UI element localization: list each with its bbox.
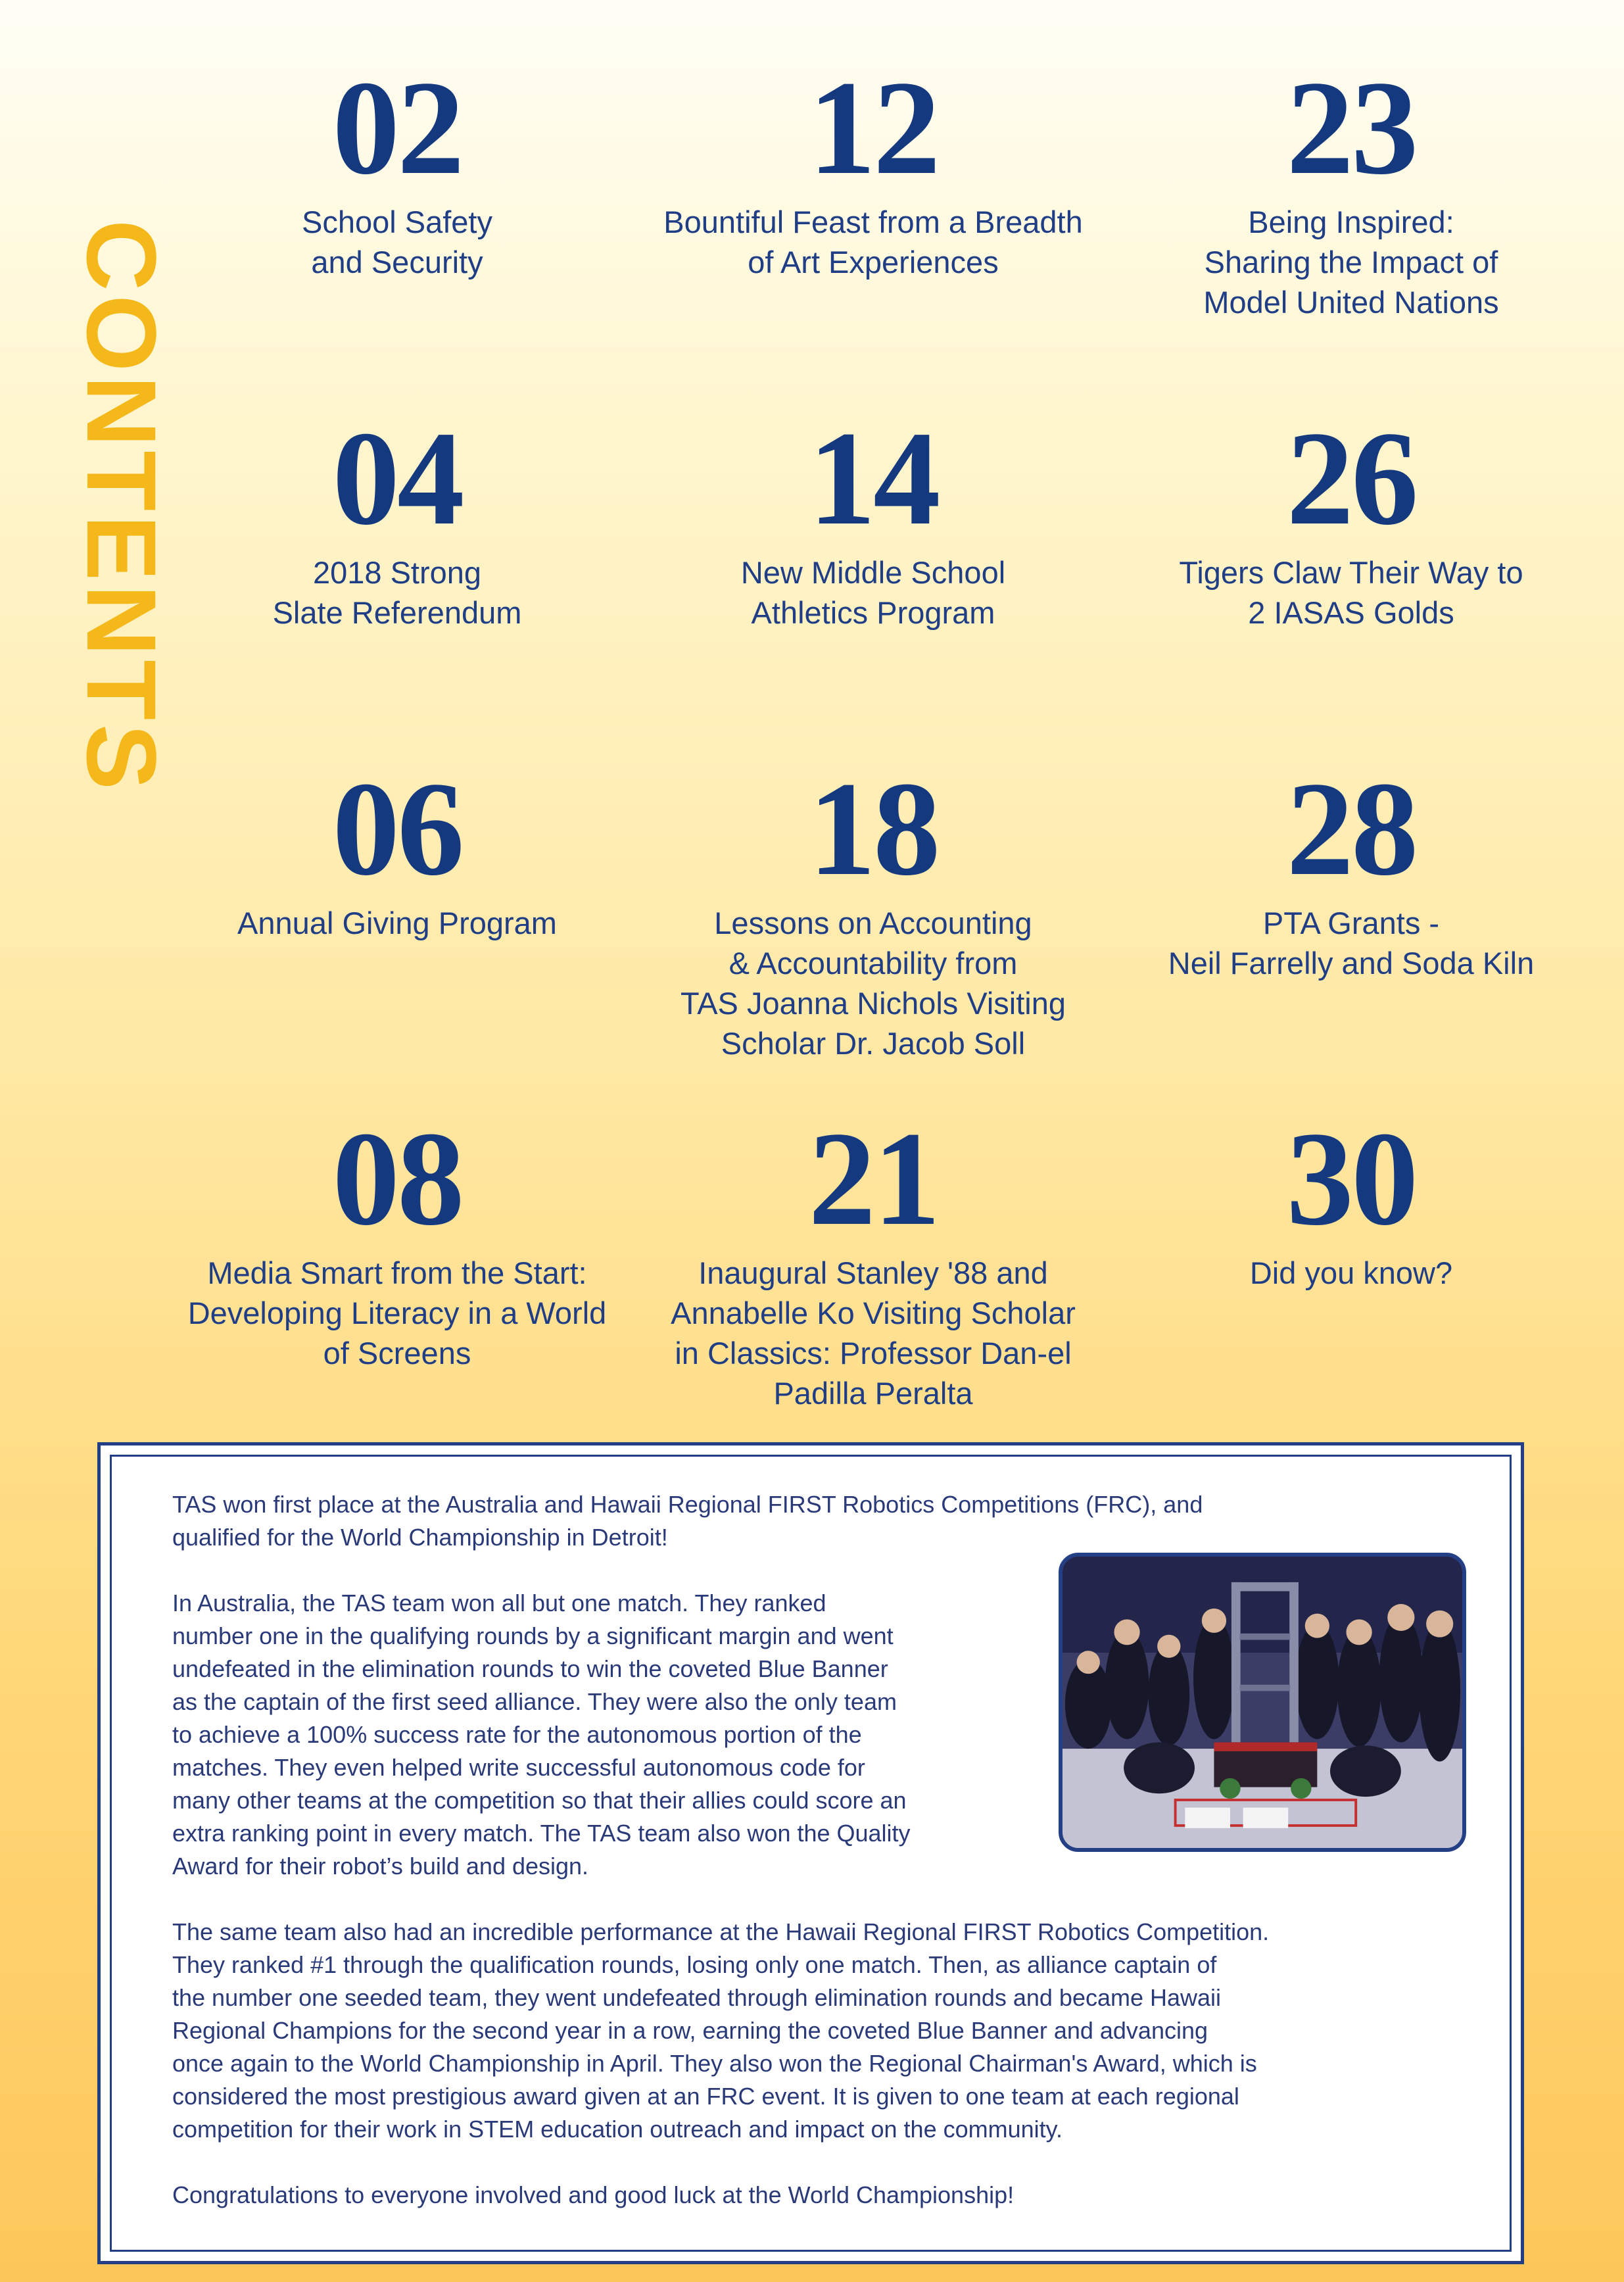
toc-entry[interactable] [623,1104,1123,1413]
feature-paragraph: Congratulations to everyone involved and good luck at the World Championship! [172,2181,1015,2208]
toc-title: Bountiful Feast from a Breadth of Art Experiences [663,205,1083,279]
toc-entry[interactable] [147,53,647,282]
toc-page-number: 18 [808,754,938,904]
toc-title: School Safety and Security [301,205,492,279]
robotics-team-photo [1059,1553,1466,1852]
toc-title: Did you know? [1249,1255,1453,1290]
toc-title: 2018 Strong Slate Referendum [272,555,522,630]
toc-entry[interactable] [147,1104,647,1373]
toc-title: New Middle School Athletics Program [740,555,1006,630]
toc-page-number: 14 [808,404,938,553]
toc-page-number: 26 [1286,404,1416,553]
toc-page-number: 02 [332,53,462,203]
toc-entry[interactable] [1101,53,1601,322]
toc-entry[interactable] [147,404,647,633]
toc-entry[interactable] [147,754,647,943]
toc-page-number: 04 [332,404,462,553]
toc-title: Inaugural Stanley '88 and Annabelle Ko Visiting Scholar in Classics: Professor Dan-el Padilla Peralta [671,1255,1076,1411]
toc-entry[interactable] [1101,754,1601,983]
toc-page-number: 23 [1286,53,1416,203]
toc-page-number: 21 [808,1104,938,1253]
toc-page-number: 30 [1286,1104,1416,1253]
robotics-team-photo-illustration [1063,1557,1462,1848]
toc-page-number: 06 [332,754,462,904]
feature-box [97,1442,1524,2264]
toc-entry[interactable] [623,404,1123,633]
toc-entry[interactable] [623,754,1123,1063]
toc-page-number: 08 [332,1104,462,1253]
contents-heading: CONTENTS [66,219,177,794]
feature-paragraph: In Australia, the TAS team won all but one match. They ranked number one in the qualifying rounds by a significant margin and went undefeated in the elimination rounds to win the coveted Blue Banner as the captain of the first seed alliance. They were also the only team to achieve a 100% success rate for the autonomous portion of the matches. They even helped write successful autonomous code for many other teams at the competition so that their allies could score an extra ranking point in every match. The TAS team also won the Quality Award for their robot’s build and design. [172,1590,911,1880]
toc-title: Annual Giving Program [237,906,557,940]
toc-title: PTA Grants - Neil Farrelly and Soda Kiln [1168,906,1535,981]
toc-entry[interactable] [1101,404,1601,633]
toc-title: Media Smart from the Start: Developing Literacy in a World of Screens [187,1255,607,1371]
toc-title: Lessons on Accounting & Accountability from TAS Joanna Nichols Visiting Scholar Dr. Jacob Soll [680,906,1066,1061]
feature-paragraph: TAS won first place at the Australia and Hawaii Regional FIRST Robotics Competitions (FRC), and qualified for the World Championship in Detroit! [172,1491,1203,1551]
toc-title: Being Inspired: Sharing the Impact of Model United Nations [1203,205,1499,320]
toc-page-number: 28 [1286,754,1416,904]
toc-page-number: 12 [808,53,938,203]
toc-title: Tigers Claw Their Way to 2 IASAS Golds [1179,555,1523,630]
toc-entry[interactable] [1101,1104,1601,1293]
feature-paragraph: The same team also had an incredible performance at the Hawaii Regional FIRST Robotics Competition. They ranked #1 through the qualification rounds, losing only one match. Then, as alliance captain of the number one seeded team, they went undefeated through elimination rounds and became Hawaii Regional Champions for the second year in a row, earning the coveted Blue Banner and advancing once again to the World Championship in April. They also won the Regional Chairman's Award, which is considered the most prestigious award given at an FRC event. It is given to one team at each regional competition for their work in STEM education outreach and impact on the community. [172,1918,1270,2143]
toc-entry[interactable] [623,53,1123,282]
feature-box-inner [110,1455,1512,2252]
